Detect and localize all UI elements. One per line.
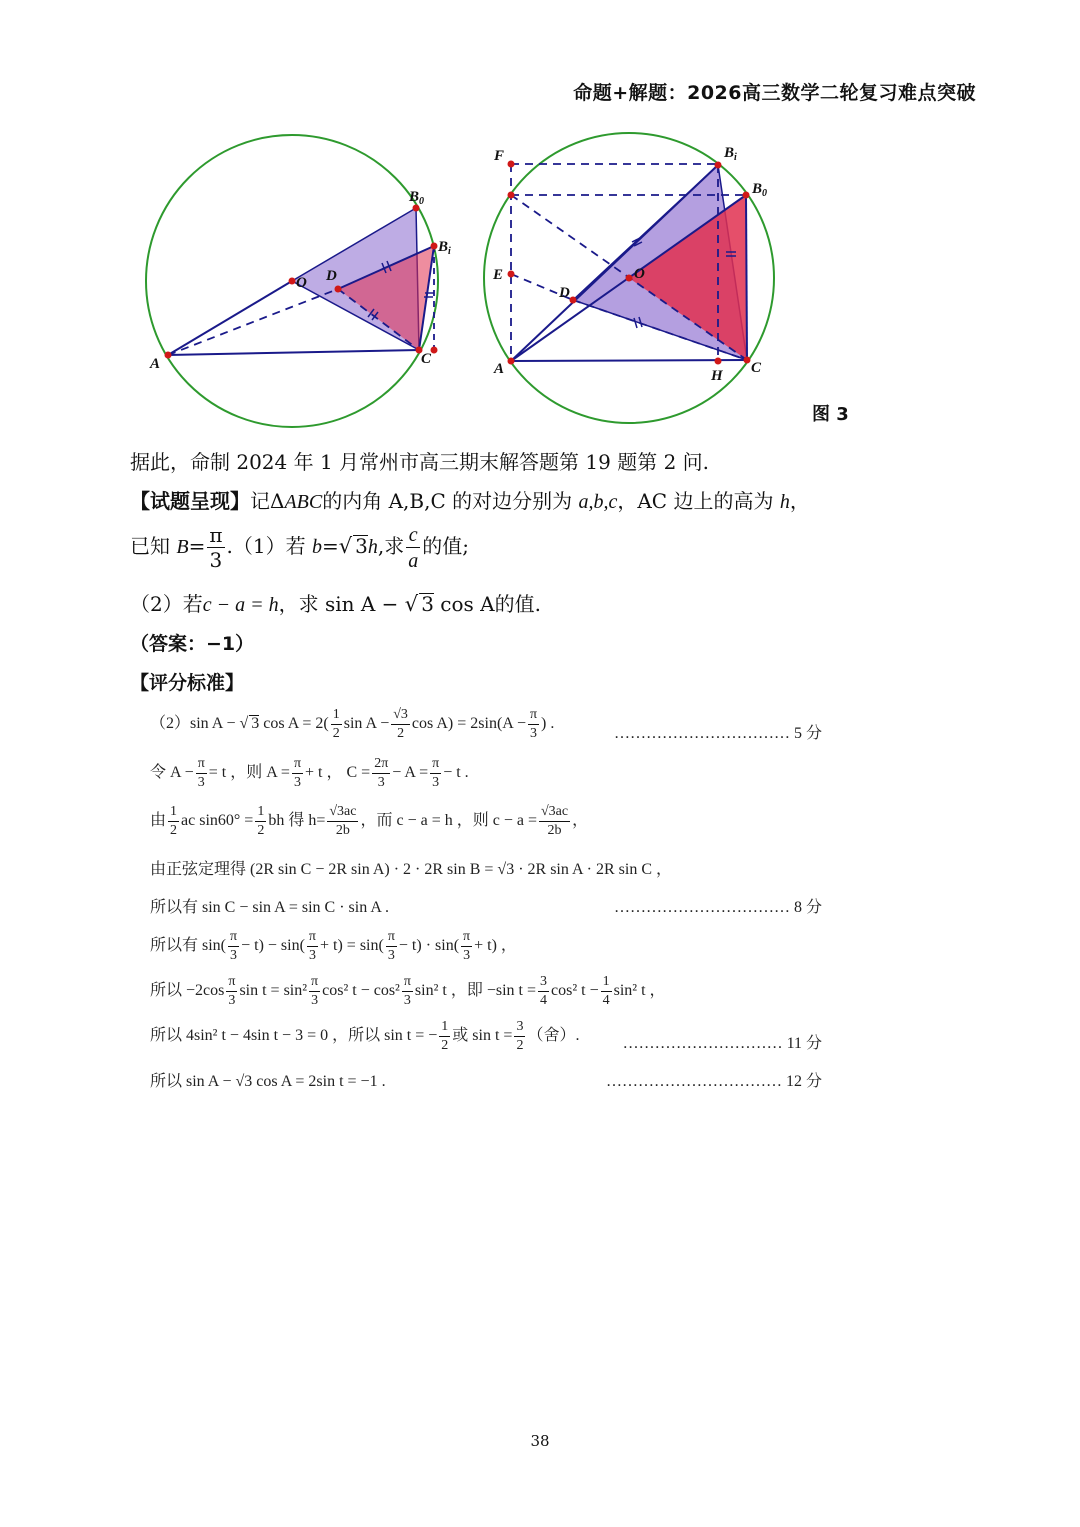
label-D-left: D: [326, 268, 337, 284]
left-line-A-C: [168, 350, 419, 355]
label-A-left: A: [150, 356, 161, 372]
problem-line-2: 已知 B= $\frac{\pi}{3}$ .（1）若 b=√ 3h,求 $\frac{c}{a}$ 的值;: [130, 523, 469, 572]
label-O-right: O: [634, 266, 645, 282]
solution-line-8: 所以 4sin² t − 4sin t − 3 = 0 ，所以 sin t = − $\frac{1}{2}$ 或 sin t = $\frac{3}{2}$ （舍）. ………………………… 11 分: [150, 1019, 822, 1053]
problem-line-3: （2）若c − a = h，求 sin A − √ 3 cos A的值.: [130, 592, 541, 616]
solution-line-5: 所以有 sin C − sin A = sin C · sin A . …………………………… 8 分: [150, 894, 822, 917]
left-diagram: [146, 135, 451, 427]
right-diagram: [484, 133, 774, 423]
geometry-figure: [0, 0, 1080, 440]
label-A-right: A: [494, 361, 505, 377]
answer-text: （答案：−1）: [130, 633, 255, 655]
problem-tag: 【试题呈现】: [130, 489, 250, 513]
solution-line-4: 由正弦定理得 (2R sin C − 2R sin A) · 2 · 2R sin B = √3 · 2R sin A · 2R sin C ，: [150, 861, 672, 878]
solution-line-1: （2）sin A − √ 3 cos A = 2( $\frac{1}{2}$ sin A − $\frac{√3}{2}$ cos A) = 2sin(A − $\frac{\pi}{3}$ ) . …………………………… 5 分: [150, 707, 822, 742]
intro-text: 据此，命制 2024 年 1 月常州市高三期末解答题第 19 题第 2 问.: [130, 450, 710, 474]
right-line-A-C: [511, 360, 747, 361]
label-B0-right: $B_0$: [752, 181, 768, 199]
figure-caption: 图 3: [812, 404, 849, 425]
label-B0-left: $B_0$: [409, 189, 425, 207]
solution-line-7: 所以 −2cos $\frac{\pi}{3}$ sin t = sin² $\frac{\pi}{3}$ cos² t − cos² $\frac{\pi}{3}$ sin² t ，即 −sin t = $\frac{3}{4}$ cos² t − $\frac{1}{4}$ sin² t ，: [150, 974, 666, 1008]
label-Bi-left: $B_i$: [438, 239, 451, 257]
label-C-right: C: [751, 360, 762, 376]
score-5: …………………………… 5 分: [613, 725, 822, 742]
solution-line-3: 由 $\frac{1}{2}$ ac sin60° = $\frac{1}{2}$ bh 得 h= $\frac{√3ac}{2b}$ ，而 c − a = h ，则 c − a = $\frac{√3ac}{2b}$ ，: [150, 804, 589, 838]
problem-line-1: 【试题呈现】记ΔABC的内角 A,B,C 的对边分别为 a,b,c，AC 边上的高为 h，: [130, 489, 810, 513]
score-11: ………………………… 11 分: [622, 1035, 822, 1052]
solution-line-2: 令 A − $\frac{\pi}{3}$ = t ，则 A = $\frac{\pi}{3}$ + t ， C = $\frac{2\pi}{3}$ − A = $\frac{\pi}{3}$ − t .: [150, 756, 469, 790]
right-line-B0-C: [746, 195, 747, 360]
left-dash-A-D: [168, 289, 338, 355]
label-Bi-right: $B_i$: [724, 145, 737, 163]
page-number: 38: [530, 1432, 550, 1450]
label-F-right: F: [494, 148, 505, 164]
left-line-A-O: [168, 281, 292, 355]
label-E-right: E: [493, 267, 504, 283]
label-D-right: D: [559, 285, 570, 301]
scoring-title: 【评分标准】: [130, 672, 245, 694]
score-12: …………………………… 12 分: [605, 1073, 822, 1090]
solution-line-6: 所以有 sin( $\frac{\pi}{3}$ − t) − sin( $\frac{\pi}{3}$ + t) = sin( $\frac{\pi}{3}$ − t) · sin( $\frac{\pi}{3}$ + t) ，: [150, 929, 517, 963]
label-H-right: H: [711, 368, 723, 384]
label-O-left: O: [296, 275, 307, 291]
solution-line-9: 所以 sin A − √3 cos A = 2sin t = −1 . …………………………… 12 分: [150, 1068, 822, 1091]
score-8: …………………………… 8 分: [613, 899, 822, 916]
page-header: 命题+解题：2026高三数学二轮复习难点突破: [573, 82, 976, 104]
label-C-left: C: [421, 351, 432, 367]
